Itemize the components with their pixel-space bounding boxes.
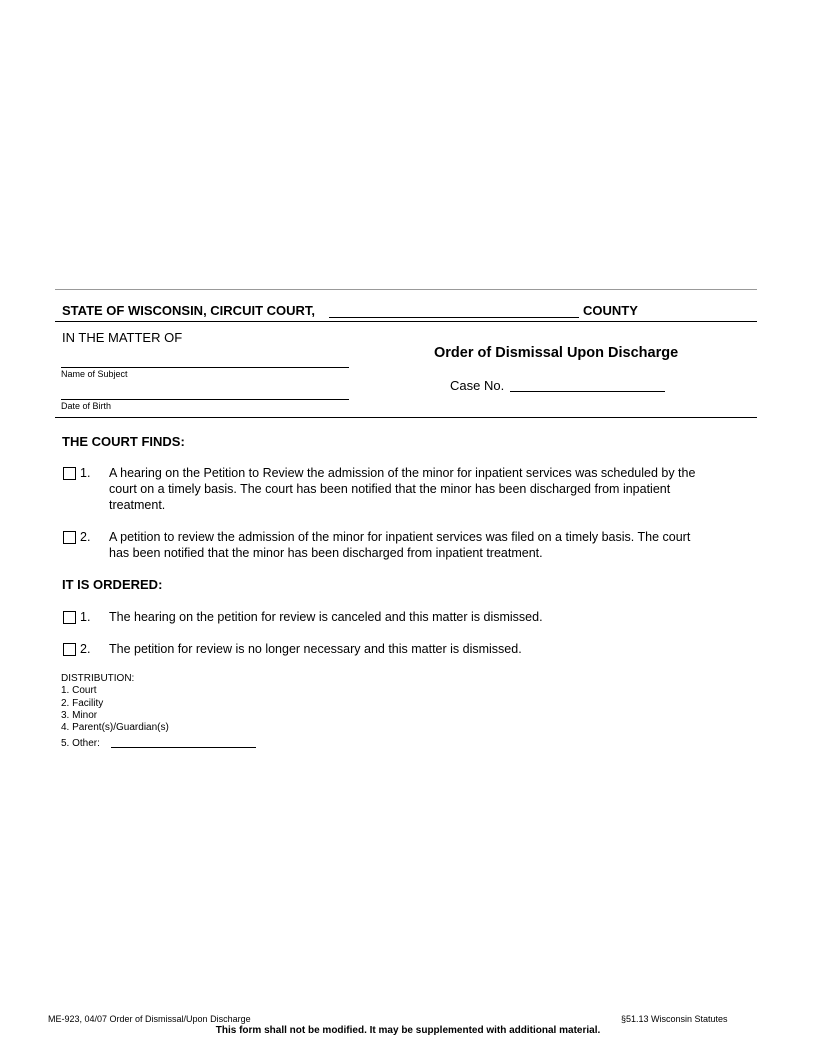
order-1-checkbox[interactable] xyxy=(63,611,76,624)
form-id: ME-923, 04/07 Order of Dismissal/Upon Discharge xyxy=(48,1014,251,1024)
section-rule xyxy=(55,417,757,418)
orders-heading: IT IS ORDERED: xyxy=(62,577,163,592)
distribution-item: 3. Minor xyxy=(61,709,98,721)
finding-1-checkbox[interactable] xyxy=(63,467,76,480)
findings-heading: THE COURT FINDS: xyxy=(62,434,185,449)
order-1-text: The hearing on the petition for review is canceled and this matter is dismissed. xyxy=(109,610,543,624)
county-field[interactable] xyxy=(329,317,579,318)
finding-1-text xyxy=(109,465,695,513)
case-number-label: Case No. xyxy=(450,378,505,393)
distribution-other-field[interactable] xyxy=(111,747,256,748)
statute-reference: §51.13 Wisconsin Statutes xyxy=(621,1014,728,1024)
case-number-field[interactable] xyxy=(510,391,665,392)
order-2-text: The petition for review is no longer necessary and this matter is dismissed. xyxy=(109,642,522,656)
page-title: Order of Dismissal Upon Discharge xyxy=(434,345,679,361)
finding-2-checkbox[interactable] xyxy=(63,531,76,544)
county-label: COUNTY xyxy=(583,303,638,318)
name-of-subject-caption: Name of Subject xyxy=(61,369,128,379)
order-2-checkbox[interactable] xyxy=(63,643,76,656)
name-of-subject-field[interactable] xyxy=(61,367,349,368)
finding-2-text xyxy=(109,529,690,561)
top-rule xyxy=(55,289,757,290)
finding-1-number: 1. xyxy=(80,466,91,480)
date-of-birth-caption: Date of Birth xyxy=(61,401,112,411)
finding-1-line-1: A hearing on the Petition to Review the admission of the minor for inpatient services was scheduled by the xyxy=(109,466,696,480)
matter-label: IN THE MATTER OF xyxy=(62,330,183,345)
distribution-heading: DISTRIBUTION: xyxy=(61,673,135,684)
court-label: STATE OF WISCONSIN, CIRCUIT COURT, xyxy=(62,303,316,318)
date-of-birth-field[interactable] xyxy=(61,399,349,400)
distribution-other-label: 5. Other: xyxy=(61,738,100,749)
distribution-item: 4. Parent(s)/Guardian(s) xyxy=(61,722,169,734)
distribution-list xyxy=(61,673,169,734)
finding-2-line-1: A petition to review the admission of the minor for inpatient services was filed on a timely basis. The court xyxy=(109,530,691,544)
finding-2-line-2: has been notified that the minor has been discharged from inpatient treatment. xyxy=(109,546,543,560)
distribution-item: 1. Court xyxy=(61,685,97,697)
order-2-number: 2. xyxy=(80,642,91,656)
form-notice: This form shall not be modified. It may be supplemented with additional material. xyxy=(215,1025,601,1036)
header-rule xyxy=(55,321,757,322)
finding-2-number: 2. xyxy=(80,530,91,544)
distribution-item: 2. Facility xyxy=(61,697,104,709)
order-1-number: 1. xyxy=(80,610,91,624)
finding-1-line-2: court on a timely basis. The court has been notified that the minor has been discharged from inpatient xyxy=(109,482,671,496)
finding-1-line-3: treatment. xyxy=(109,498,166,512)
